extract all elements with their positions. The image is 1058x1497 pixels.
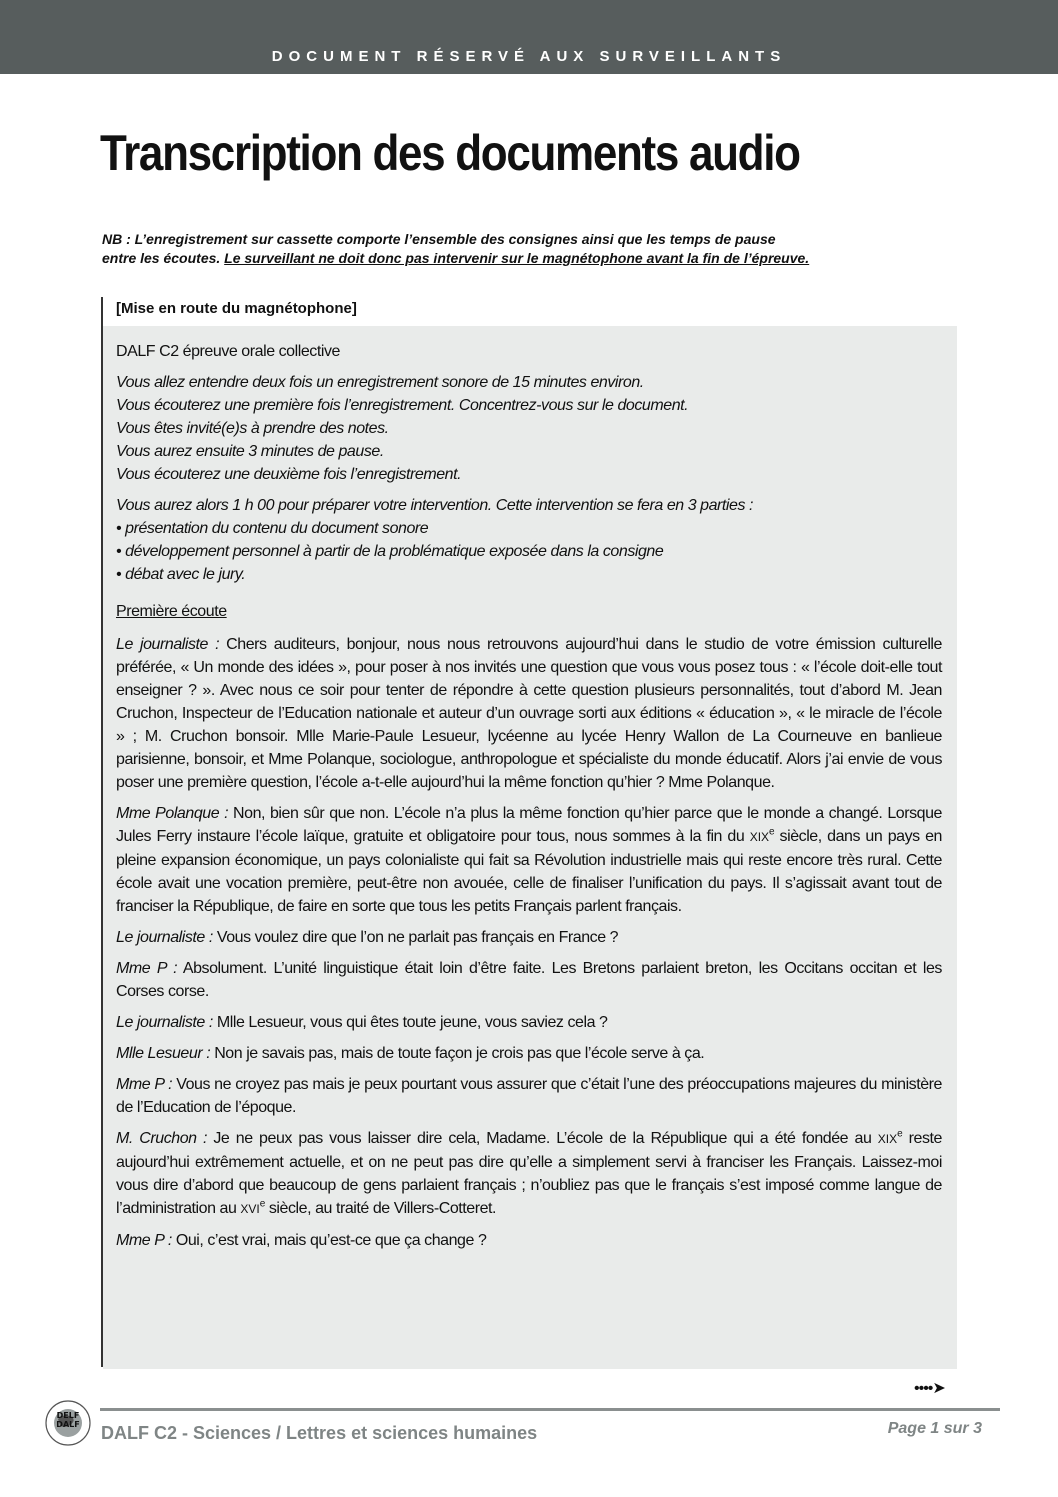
century-suffix: e	[769, 826, 775, 838]
century-numeral: XIX	[749, 830, 770, 844]
section-heading: [Mise en route du magnétophone]	[116, 300, 357, 317]
instruction-line: Vous allez entendre deux fois un enregistrement sonore de 15 minutes environ.	[116, 374, 644, 391]
dialogue-turn	[116, 1073, 942, 1119]
instruction-line: Vous êtes invité(e)s à prendre des notes.	[116, 420, 389, 437]
dialogue-turn	[116, 802, 942, 918]
nb-line-2	[102, 249, 982, 268]
transcript-content	[116, 340, 942, 1260]
instructions	[116, 371, 942, 486]
turn-text: siècle, dans un pays en pleine expansion économique, un pays colonialiste qui fait sa Révolution industrielle mais qui reste encore très rural. Cette école avait une vocation première, peut-être non avouée, celle de finaliser l’unification du pays. Il s’agissait avant tout de franciser la République, de faire en sorte que tous les petits Français parlent français.	[116, 828, 942, 915]
parts-intro: Vous aurez alors 1 h 00 pour préparer votre intervention. Cette intervention se fera en 3 parties :	[116, 497, 754, 514]
dialogue-turn	[116, 1229, 942, 1252]
nb-line-1: NB : L’enregistrement sur cassette comporte l’ensemble des consignes ainsi que les temps de pause	[102, 231, 776, 247]
banner-text: DOCUMENT RÉSERVÉ AUX SURVEILLANTS	[271, 48, 787, 65]
nb-line-2-text: entre les écoutes.	[102, 250, 225, 266]
parts-item: • débat avec le jury.	[116, 566, 246, 583]
dialogue-turn	[116, 957, 942, 1003]
speaker-label: M. Cruchon :	[116, 1130, 207, 1147]
speaker-label: Le journaliste :	[116, 636, 220, 653]
turn-text: Non je savais pas, mais de toute façon je crois pas que l’école serve à ça.	[210, 1045, 705, 1062]
turn-text: Vous voulez dire que l’on ne parlait pas français en France ?	[212, 929, 619, 946]
speaker-label: Mme P :	[116, 960, 178, 977]
turn-text: Chers auditeurs, bonjour, nous nous retrouvons aujourd’hui dans le studio de votre émission culturelle préférée, « Un monde des idées », pour poser à nos invités une question que vous vous posez tous : « l’école doit-elle tout enseigner ? ». Avec nous ce soir pour tenter de répondre à cette question plusieurs personnalités, tout d’abord M. Jean Cruchon, Inspecteur de l’Education nationale et auteur d’un ouvrage sorti aux éditions « éducation », « le miracle de l’école » ; M. Cruchon bonsoir. Mlle Marie-Paule Lesueur, lycéenne au lycée Henry Wallon de La Courneuve en banlieue parisienne, bonsoir, et Mme Polanque, sociologue, anthropologue et spécialiste du monde éducatif. Alors j’ai envie de vous poser une première question, l’école a-t-elle aujourd’hui la même fonction qu’hier ? Mme Polanque.	[116, 636, 942, 791]
parts-item: • présentation du contenu du document sonore	[116, 520, 429, 537]
turn-text: Absolument. L’unité linguistique était loin d’être faite. Les Bretons parlaient breton, les Occitans occitan et les Corses corse.	[116, 960, 942, 1000]
dialogue-turn	[116, 1042, 942, 1065]
footer-exam-label: DALF C2 - Sciences / Lettres et sciences humaines	[101, 1423, 538, 1443]
page-number: Page 1 sur 3	[887, 1420, 982, 1437]
turn-text: Oui, c’est vrai, mais qu’est-ce que ça change ?	[171, 1232, 487, 1249]
logo-text-delf: DELF	[56, 1411, 80, 1420]
nb-line-2-underlined: Le surveillant ne doit donc pas intervenir sur le magnétophone avant la fin de l’épreuve.	[224, 250, 810, 266]
speaker-label: Le journaliste :	[116, 1014, 213, 1031]
dialogue-turn	[116, 1011, 942, 1034]
speaker-label: Mme P :	[116, 1232, 172, 1249]
footer-rule	[100, 1408, 1000, 1411]
century-suffix: e	[897, 1128, 903, 1140]
turn-text: reste aujourd’hui extrêmement actuelle, et on ne peut pas dire qu’elle a simplement servi à franciser les Français. Laissez-moi vous dire d’abord que beaucoup de gens parlaient français ; n’oubliez pas que le français s’est imposé comme langue de l’administration au	[116, 1130, 942, 1217]
continue-arrow-icon: ••••➤	[914, 1380, 945, 1397]
speaker-label: Mme P :	[116, 1076, 173, 1093]
nb-note	[102, 230, 982, 268]
turn-text: Je ne peux pas vous laisser dire cela, Madame. L’école de la République qui a été fondée au	[206, 1130, 878, 1147]
first-listening-heading: Première écoute	[116, 603, 227, 620]
speaker-label: Mme Polanque :	[116, 805, 229, 822]
instruction-line: Vous aurez ensuite 3 minutes de pause.	[116, 443, 384, 460]
logo-text-dalf: DALF	[56, 1420, 80, 1429]
speaker-label: Mlle Lesueur :	[116, 1045, 211, 1062]
instruction-line: Vous écouterez une deuxième fois l’enregistrement.	[116, 466, 462, 483]
page-title: Transcription des documents audio	[100, 125, 800, 181]
parts-item: • développement personnel à partir de la problématique exposée dans la consigne	[116, 543, 664, 560]
century-numeral: XVI	[240, 1202, 260, 1216]
dialogue-turn	[116, 1127, 942, 1221]
turn-text: Vous ne croyez pas mais je peux pourtant vous assurer que c’était l’une des préoccupations majeures du ministère de l’Education de l’époque.	[116, 1076, 942, 1116]
exam-title: DALF C2 épreuve orale collective	[116, 343, 340, 360]
parts-list	[116, 494, 942, 586]
delf-dalf-logo-icon	[38, 1393, 98, 1453]
turn-text: siècle, au traité de Villers-Cotteret.	[264, 1200, 497, 1217]
century-numeral: XIX	[877, 1132, 898, 1146]
turn-text: Mlle Lesueur, vous qui êtes toute jeune, vous saviez cela ?	[212, 1014, 608, 1031]
header-banner	[0, 0, 1058, 74]
dialogue-turn	[116, 633, 942, 794]
exam-heading-group	[116, 340, 942, 363]
listening-heading-group	[116, 600, 942, 623]
instruction-line: Vous écouterez une première fois l’enregistrement. Concentrez-vous sur le document.	[116, 397, 689, 414]
turn-text: Non, bien sûr que non. L’école n’a plus la même fonction qu’hier parce que le monde a changé. Lorsque Jules Ferry instaure l’école laïque, gratuite et obligatoire pour tous, nous sommes à la fin du	[116, 805, 942, 845]
century-suffix: e	[259, 1198, 265, 1210]
dialogue-turn	[116, 926, 942, 949]
speaker-label: Le journaliste :	[116, 929, 213, 946]
